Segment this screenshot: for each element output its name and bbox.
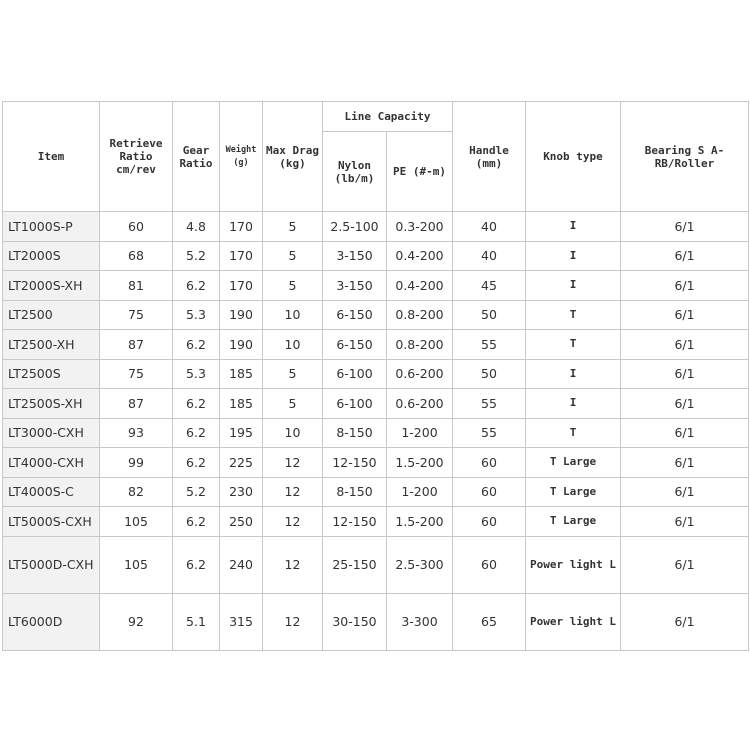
cell-max-drag: 12 [263, 536, 323, 593]
cell-bearing: 6/1 [621, 271, 749, 301]
cell-knob-type: T Large [526, 507, 621, 537]
cell-gear-ratio: 5.1 [173, 593, 220, 650]
cell-weight: 185 [220, 389, 263, 419]
cell-item: LT2500S [3, 359, 100, 389]
header-handle: Handle (mm) [453, 102, 526, 212]
cell-pe: 0.8-200 [387, 300, 453, 330]
cell-nylon: 3-150 [323, 271, 387, 301]
cell-weight: 190 [220, 330, 263, 360]
cell-weight: 240 [220, 536, 263, 593]
cell-knob-type: I [526, 271, 621, 301]
cell-gear-ratio: 6.2 [173, 271, 220, 301]
header-gear-ratio: Gear Ratio [173, 102, 220, 212]
cell-bearing: 6/1 [621, 536, 749, 593]
cell-nylon: 30-150 [323, 593, 387, 650]
cell-knob-type: Power light L [526, 536, 621, 593]
cell-gear-ratio: 5.2 [173, 241, 220, 271]
table-row [3, 300, 749, 330]
cell-handle: 60 [453, 448, 526, 478]
cell-nylon: 6-150 [323, 300, 387, 330]
cell-nylon: 12-150 [323, 448, 387, 478]
cell-pe: 0.4-200 [387, 271, 453, 301]
cell-item: LT2500S-XH [3, 389, 100, 419]
cell-knob-type: I [526, 389, 621, 419]
cell-item: LT3000-CXH [3, 418, 100, 448]
cell-nylon: 12-150 [323, 507, 387, 537]
cell-max-drag: 12 [263, 507, 323, 537]
table-row [3, 212, 749, 242]
cell-gear-ratio: 6.2 [173, 448, 220, 478]
header-max-drag: Max Drag (kg) [263, 102, 323, 212]
cell-knob-type: T [526, 330, 621, 360]
cell-knob-type: I [526, 212, 621, 242]
cell-retrieve-ratio: 87 [100, 389, 173, 419]
cell-nylon: 2.5-100 [323, 212, 387, 242]
cell-gear-ratio: 6.2 [173, 330, 220, 360]
cell-bearing: 6/1 [621, 448, 749, 478]
table-row [3, 448, 749, 478]
cell-handle: 60 [453, 477, 526, 507]
cell-max-drag: 12 [263, 593, 323, 650]
cell-nylon: 3-150 [323, 241, 387, 271]
cell-item: LT4000S-C [3, 477, 100, 507]
cell-bearing: 6/1 [621, 241, 749, 271]
cell-item: LT2000S-XH [3, 271, 100, 301]
cell-item: LT2500-XH [3, 330, 100, 360]
cell-weight: 250 [220, 507, 263, 537]
header-bearing: Bearing S A-RB/Roller [621, 102, 749, 212]
cell-max-drag: 12 [263, 448, 323, 478]
cell-pe: 2.5-300 [387, 536, 453, 593]
cell-knob-type: T [526, 418, 621, 448]
table-row [3, 477, 749, 507]
table-row [3, 271, 749, 301]
cell-weight: 190 [220, 300, 263, 330]
header-line-capacity: Line Capacity [323, 102, 453, 132]
cell-knob-type: I [526, 241, 621, 271]
header-knob-type: Knob type [526, 102, 621, 212]
cell-handle: 40 [453, 241, 526, 271]
cell-nylon: 8-150 [323, 418, 387, 448]
cell-handle: 60 [453, 507, 526, 537]
cell-pe: 0.6-200 [387, 389, 453, 419]
cell-handle: 40 [453, 212, 526, 242]
cell-retrieve-ratio: 93 [100, 418, 173, 448]
table-row [3, 593, 749, 650]
cell-max-drag: 10 [263, 330, 323, 360]
cell-item: LT6000D [3, 593, 100, 650]
table-row [3, 507, 749, 537]
cell-pe: 1.5-200 [387, 507, 453, 537]
cell-item: LT1000S-P [3, 212, 100, 242]
cell-item: LT5000S-CXH [3, 507, 100, 537]
cell-knob-type: T [526, 300, 621, 330]
cell-knob-type: T Large [526, 477, 621, 507]
cell-bearing: 6/1 [621, 300, 749, 330]
cell-handle: 50 [453, 300, 526, 330]
cell-retrieve-ratio: 92 [100, 593, 173, 650]
cell-bearing: 6/1 [621, 507, 749, 537]
header-nylon: Nylon (lb/m) [323, 132, 387, 212]
cell-item: LT2500 [3, 300, 100, 330]
cell-handle: 55 [453, 330, 526, 360]
cell-knob-type: I [526, 359, 621, 389]
cell-pe: 0.4-200 [387, 241, 453, 271]
cell-item: LT2000S [3, 241, 100, 271]
cell-retrieve-ratio: 82 [100, 477, 173, 507]
cell-max-drag: 10 [263, 300, 323, 330]
cell-item: LT4000-CXH [3, 448, 100, 478]
cell-retrieve-ratio: 87 [100, 330, 173, 360]
cell-max-drag: 10 [263, 418, 323, 448]
cell-weight: 230 [220, 477, 263, 507]
cell-gear-ratio: 6.2 [173, 536, 220, 593]
cell-retrieve-ratio: 105 [100, 536, 173, 593]
cell-retrieve-ratio: 105 [100, 507, 173, 537]
table-row [3, 330, 749, 360]
cell-gear-ratio: 5.2 [173, 477, 220, 507]
cell-max-drag: 5 [263, 271, 323, 301]
cell-weight: 195 [220, 418, 263, 448]
cell-nylon: 6-150 [323, 330, 387, 360]
header-weight: Weight (g) [220, 102, 263, 212]
cell-max-drag: 5 [263, 389, 323, 419]
cell-pe: 0.3-200 [387, 212, 453, 242]
cell-bearing: 6/1 [621, 359, 749, 389]
cell-pe: 1-200 [387, 477, 453, 507]
cell-gear-ratio: 5.3 [173, 359, 220, 389]
cell-bearing: 6/1 [621, 593, 749, 650]
cell-weight: 225 [220, 448, 263, 478]
cell-gear-ratio: 6.2 [173, 389, 220, 419]
cell-bearing: 6/1 [621, 212, 749, 242]
header-retrieve-ratio: Retrieve Ratio cm/rev [100, 102, 173, 212]
cell-nylon: 25-150 [323, 536, 387, 593]
cell-retrieve-ratio: 68 [100, 241, 173, 271]
table-row [3, 359, 749, 389]
cell-weight: 315 [220, 593, 263, 650]
cell-pe: 3-300 [387, 593, 453, 650]
cell-nylon: 6-100 [323, 359, 387, 389]
cell-pe: 0.6-200 [387, 359, 453, 389]
table-row [3, 418, 749, 448]
cell-nylon: 8-150 [323, 477, 387, 507]
cell-max-drag: 5 [263, 359, 323, 389]
cell-retrieve-ratio: 99 [100, 448, 173, 478]
header-item: Item [3, 102, 100, 212]
cell-weight: 170 [220, 212, 263, 242]
table-row [3, 389, 749, 419]
cell-handle: 50 [453, 359, 526, 389]
table-row [3, 241, 749, 271]
cell-bearing: 6/1 [621, 477, 749, 507]
cell-retrieve-ratio: 81 [100, 271, 173, 301]
cell-pe: 1.5-200 [387, 448, 453, 478]
cell-gear-ratio: 5.3 [173, 300, 220, 330]
cell-max-drag: 5 [263, 212, 323, 242]
cell-retrieve-ratio: 60 [100, 212, 173, 242]
cell-handle: 55 [453, 389, 526, 419]
cell-nylon: 6-100 [323, 389, 387, 419]
header-pe: PE (#-m) [387, 132, 453, 212]
cell-gear-ratio: 6.2 [173, 507, 220, 537]
cell-knob-type: T Large [526, 448, 621, 478]
cell-weight: 170 [220, 271, 263, 301]
table-row [3, 536, 749, 593]
cell-handle: 60 [453, 536, 526, 593]
cell-handle: 65 [453, 593, 526, 650]
cell-retrieve-ratio: 75 [100, 359, 173, 389]
cell-pe: 0.8-200 [387, 330, 453, 360]
cell-knob-type: Power light L [526, 593, 621, 650]
cell-bearing: 6/1 [621, 389, 749, 419]
cell-handle: 45 [453, 271, 526, 301]
cell-bearing: 6/1 [621, 418, 749, 448]
cell-max-drag: 5 [263, 241, 323, 271]
cell-weight: 170 [220, 241, 263, 271]
cell-max-drag: 12 [263, 477, 323, 507]
cell-handle: 55 [453, 418, 526, 448]
cell-retrieve-ratio: 75 [100, 300, 173, 330]
cell-gear-ratio: 6.2 [173, 418, 220, 448]
reel-spec-table [2, 101, 749, 651]
cell-item: LT5000D-CXH [3, 536, 100, 593]
cell-pe: 1-200 [387, 418, 453, 448]
cell-weight: 185 [220, 359, 263, 389]
cell-bearing: 6/1 [621, 330, 749, 360]
cell-gear-ratio: 4.8 [173, 212, 220, 242]
